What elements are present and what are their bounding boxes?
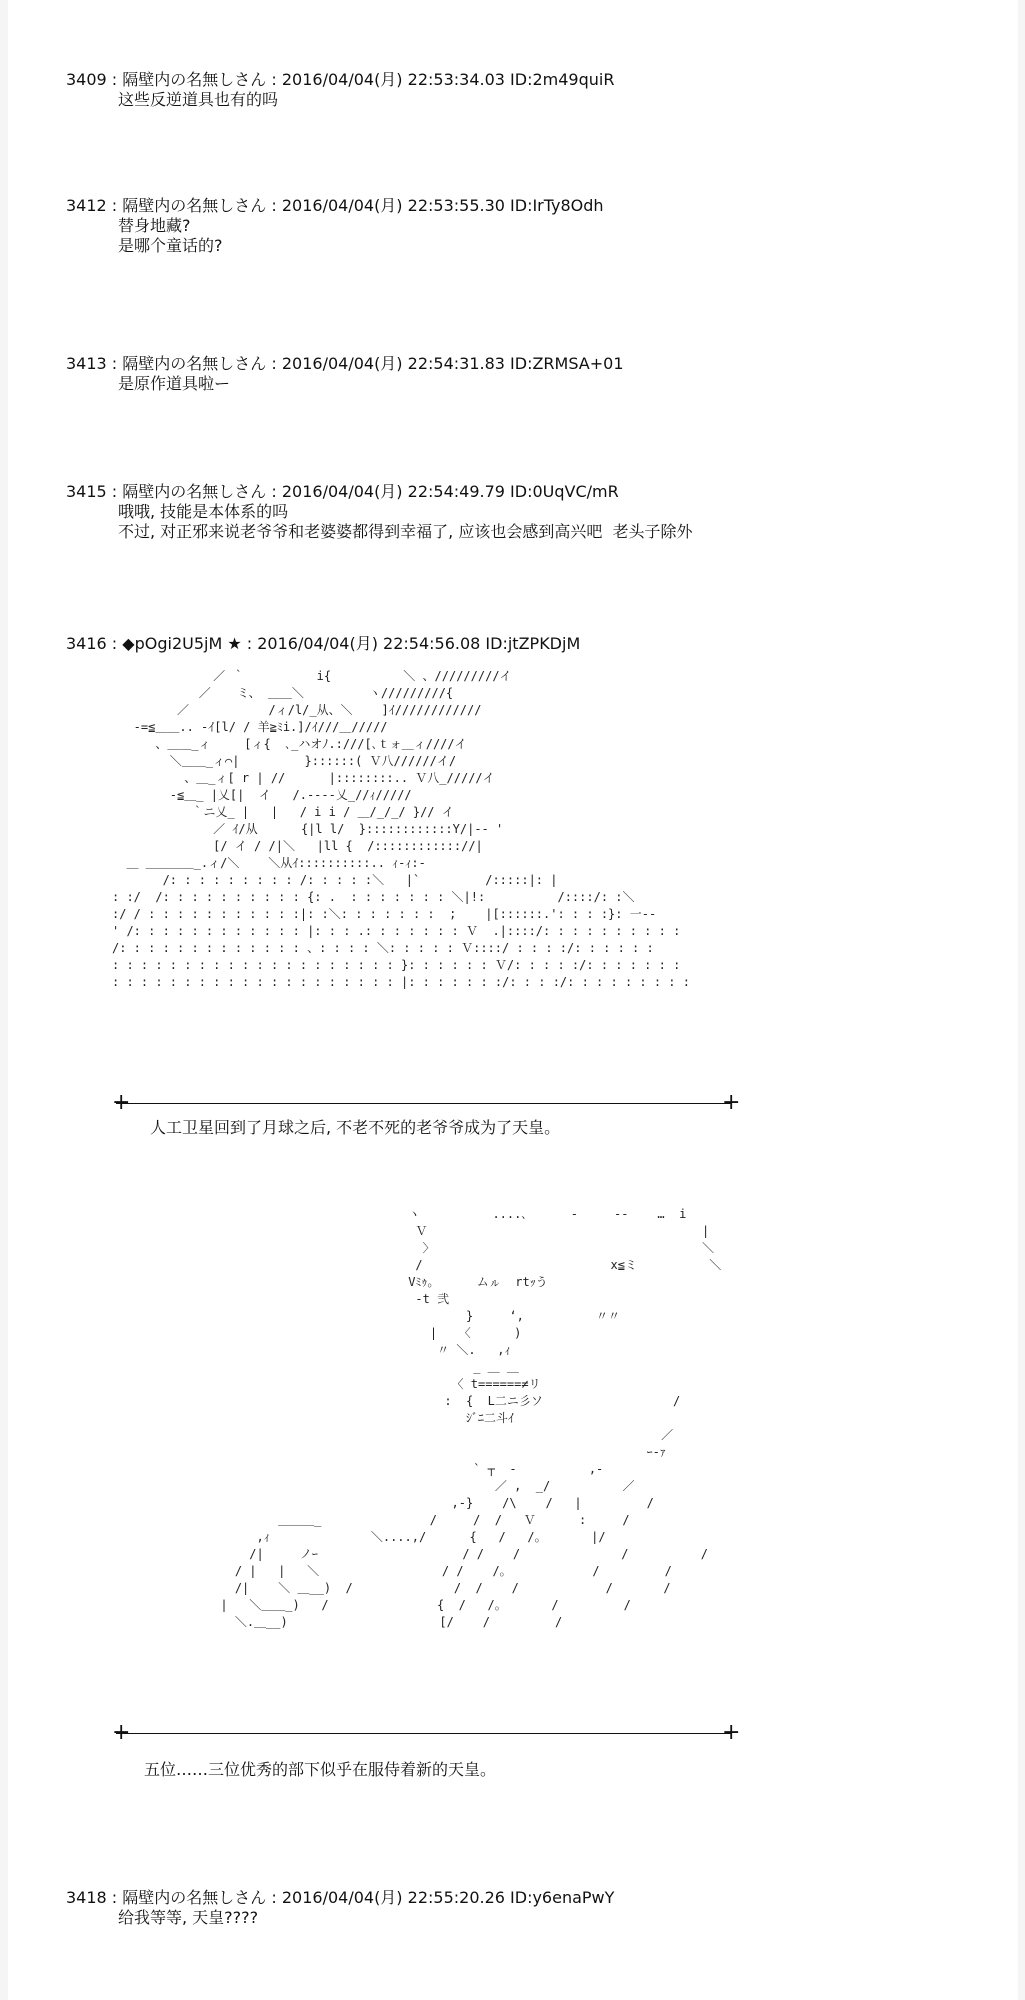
ascii-art-emperor: ／ ｀ i{ ＼ 、/////////イ ／ ミ、 ＿＿＼ ヽ/////////{ ／ /ィ/l/_从、＼ ]ｲ//////////// ‐=≦＿＿.. -ｲ[l/ / 羊≧ﾐi.]/ｲ///＿///// 、＿＿_ィ [ィ{ ､_ハオﾉ.:///[､ｔォ＿ィ////イ ＼＿＿_ィ⌒| }::::::( Ｖ八//////イ/ 、＿_ィ[ r | // |::::::::.. Ｖ八_/////イ ‐≦＿_ |乂[| イ /.----乂_//ｨ///// ｀ニ乂_ | | / i i / ＿/_/_/ }// イ ／ ｲ/从 {|l l/ }::::::::::::Y/|-- ' [/ イ / /|＼ |ll { /:::::::::::://| ＿ ＿＿＿＿_.ィ/＼ ＼从ｲ::::::::::.. ｨ-ｨ:- /: : : : : : : : : /: : : : :＼ |` /:::::|: | : :/ /: : : : : : : : : : {: . : : : : : : : ＼|!: /::::/: :＼ :/ / : : : : : : : : : : :|: :＼: : : : : : : ; |[::::::.': : : :}: 一-- ' /: : : : : : : : : : : : |: : : .: : : : : : : Ｖ .|::::/: : : : : : : : : : /: : : : : : : : : : : : : 、: : : : ＼: : : : : Ｖ::::/ : : : :/: : : : : : : : : : : : : : : : : : : : : : : : : : }: : : : : : Ｖ/: : : : :/: : : : : : : : : : : : : : : : : : : : : : : : : : : |: : : : : : :/: : : :/: : : : : : : : : bbox=[112, 669, 690, 989]
ascii-art-servants: ヽ ....､ - ‐- … i Ｖ | 〉 ＼ / x≦ミ ＼ Vﾐｩ｡ ムㇽ rtｯう ‐t 弐 } ‘, 〃〃 | 〈 ) 〃 ＼. ,ｨ _ ＿ ＿ 〈 t======≠リ : { L二ニ彡ソ / ｼﾞﾆ二斗ｲ ／ ｰ‐ｧ ` ┬ - ,- ／ , _/ ／ ,-} /\ / | / ＿＿＿_ / / / Ｖ : / ,ｨ ＼....,/ { / /｡ |/ /| ノｰ / / / / / / | | ＼ / / /｡ / / /| ＼ ＿__) / / / / / / | ＼＿＿_) / { / /｡ / / ＼.＿__) [/ / / bbox=[220, 1207, 722, 1629]
post-line: 是哪个童话的? bbox=[118, 236, 223, 255]
post-3412 bbox=[66, 196, 604, 256]
post-3413 bbox=[66, 354, 624, 394]
post-line: 哦哦, 技能是本体系的吗 bbox=[118, 502, 289, 521]
divider-cross-left: + bbox=[112, 1720, 131, 1745]
divider-line bbox=[116, 1733, 732, 1734]
divider-cross-right: + bbox=[722, 1090, 741, 1115]
post-line: 替身地藏? bbox=[118, 216, 191, 235]
post-header: 3418 : 隔壁内の名無しさん : 2016/04/04(月) 22:55:20.26 ID:y6enaPwY bbox=[66, 1888, 615, 1907]
post-header: 3415 : 隔壁内の名無しさん : 2016/04/04(月) 22:54:49.79 ID:0UqVC/mR bbox=[66, 482, 619, 501]
divider-cross-left: + bbox=[112, 1090, 131, 1115]
post-header: 3416 : ◆pOgi2U5jM ★ : 2016/04/04(月) 22:54:56.08 ID:jtZPKDjM bbox=[66, 634, 581, 653]
post-3418 bbox=[66, 1888, 614, 1928]
post-line: 给我等等, 天皇???? bbox=[118, 1908, 259, 1927]
post-line: 不过, 对正邪来说老爷爷和老婆婆都得到幸福了, 应该也会感到高兴吧 老头子除外 bbox=[118, 522, 693, 541]
caption: 五位……三位优秀的部下似乎在服侍着新的天皇。 bbox=[144, 1760, 497, 1779]
post-3416 bbox=[66, 634, 580, 654]
thread-page bbox=[8, 0, 1018, 2000]
caption: 人工卫星回到了月球之后, 不老不死的老爷爷成为了天皇。 bbox=[150, 1118, 561, 1137]
divider-cross-right: + bbox=[722, 1720, 741, 1745]
post-header: 3413 : 隔壁内の名無しさん : 2016/04/04(月) 22:54:31.83 ID:ZRMSA+01 bbox=[66, 354, 624, 373]
post-line: 这些反逆道具也有的吗 bbox=[118, 90, 279, 109]
post-line: 是原作道具啦ー bbox=[118, 374, 231, 393]
post-3409 bbox=[66, 70, 614, 110]
post-header: 3409 : 隔壁内の名無しさん : 2016/04/04(月) 22:53:34.03 ID:2m49quiR bbox=[66, 70, 615, 89]
post-header: 3412 : 隔壁内の名無しさん : 2016/04/04(月) 22:53:55.30 ID:IrTy8Odh bbox=[66, 196, 604, 215]
divider-line bbox=[116, 1103, 732, 1104]
post-3415 bbox=[66, 482, 693, 542]
